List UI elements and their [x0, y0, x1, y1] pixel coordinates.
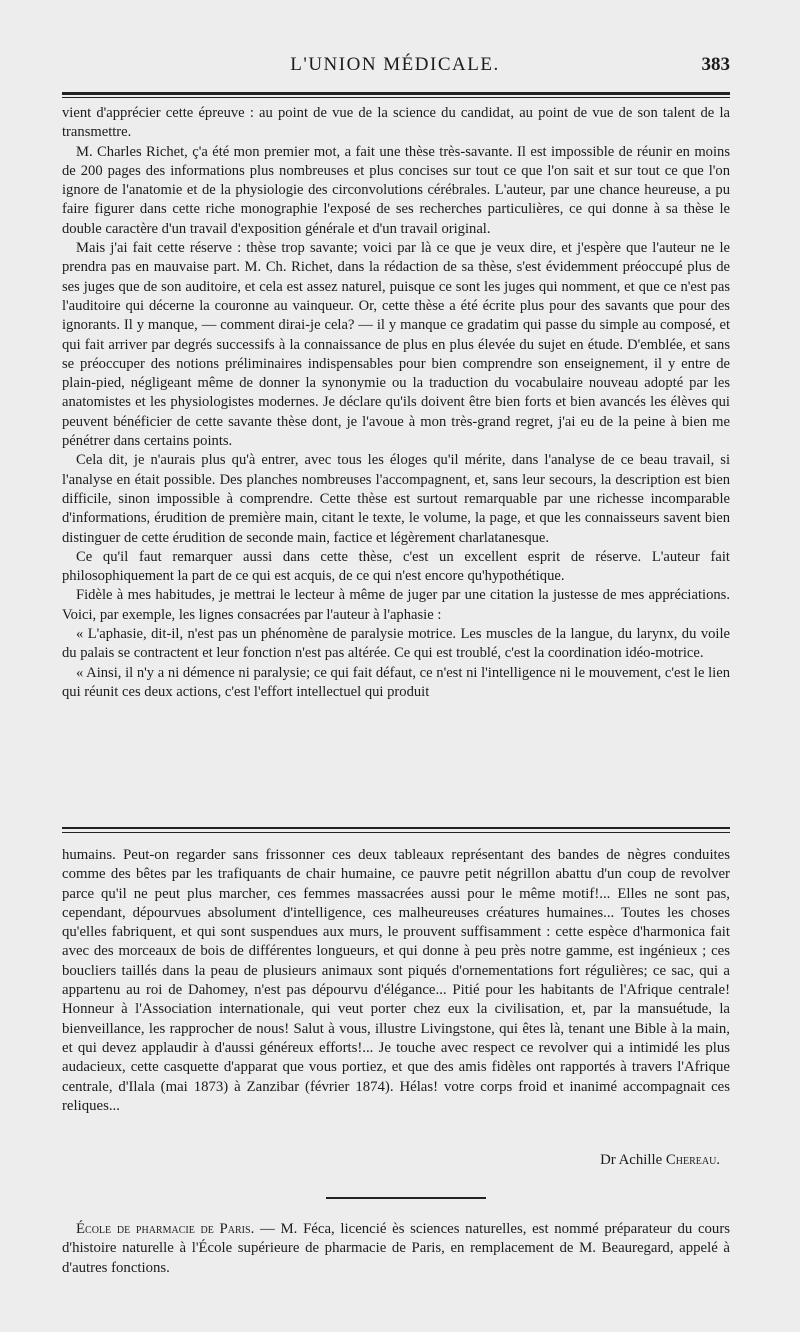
news-paragraph	[62, 1220, 730, 1278]
page-header	[60, 54, 730, 84]
paragraph: Ce qu'il faut remarquer aussi dans cette thèse, c'est un excellent esprit de réserve. L'auteur fait philosophiquement la part de ce qui est acquis, de ce qui n'est encore qu'hypothétique.	[62, 548, 730, 585]
section-rule	[326, 1197, 486, 1199]
article-body	[62, 104, 730, 702]
paragraph: Cela dit, je n'aurais plus qu'à entrer, avec tous les éloges qu'il mérite, dans l'analyse de ce beau travail, si l'analyse en était possible. Des planches nombreuses l'accompagnent, et, sans leur secours, la description est bien difficile, sinon impossible à comprendre. Cette thèse est surtout remarquable par une richesse incomparable d'informations, érudition de première main, citant le texte, le volume, la page, et que les connaisseurs savent bien distinguer de cette érudition de seconde main, factice et légèrement charlatanesque.	[62, 452, 730, 546]
paragraph: Mais j'ai fait cette réserve : thèse trop savante; voici par là ce que je veux dire, et j'espère que l'auteur ne le prendra pas en mauvaise part. M. Ch. Richet, dans la rédaction de sa thèse, s'est évidemment préoccupé plus de ses juges que de son auditoire, et cela est assez naturel, puisque ce sont les juges qui nomment, et que ce n'est pas l'auditoire qui décerne la couronne au vainqueur. Or, cette thèse a été écrite plus pour des savants que pour des ignorants. Il y manque, — comment dirai-je cela? — il y manque ce gradatim qui passe du simple au composé, et qui fait arriver par degrés successifs à la connaissance de plus en plus élevée du sujet en étude. D'emblée, et sans se préoccuper des notions préliminaires indispensables pour bien comprendre son enseignement, il y entre de plain-pied, négligeant même de donner la synonymie ou la traduction du vocabulaire nouveau adopté par les anatomistes et les physiologistes modernes. Je déclare qu'ils doivent être bien forts et bien avancés les élèves qui peuvent bénéficier de cette savante thèse dont, je l'avoue à mon très-grand regret, j'ai eu de la peine à bien me pénétrer dans certains points.	[62, 240, 730, 450]
journal-title: L'UNION MÉDICALE.	[290, 54, 500, 75]
feuilleton-paragraph: humains. Peut-on regarder sans frissonner ces deux tableaux représentant des bandes de nègres conduites comme des bêtes par les trafiquants de chair humaine, ce pauvre petit négrillon abattu d'un coup de revolver parce qu'il ne peut plus marcher, ces femmes massacrées aussi pour le même motif!... Elles ne sont pas, cependant, dépourvues absolument d'intelligence, ces malheureuses créatures humaines... Toutes les choses qu'elles fabriquent, et qui sont suspendues aux murs, le prouvent suffisamment : cette espèce d'harmonica fait avec des morceaux de bois de différentes longueurs, et qui donne à peu près notre gamme, est ingénieux ; ces boucliers taillés dans la peau de plusieurs animaux sont piqués d'ornementations fort régulières; ce sac, qui a appartenu au roi de Dahomey, n'est pas dépourvu d'élégance... Pitié pour les habitants de l'Afrique centrale! Honneur à l'Association internationale, qui veut porter chez eux la civilisation, et, par la mansuétude, la bienveillance, les rapprocher de nous! Salut à vous, illustre Livingstone, qui êtes là, tenant une Bible à la main, et qui devez applaudir à d'aussi généreux efforts!... Je touche avec respect ce revolver qui a intimidé les plus audacieux, cette casquette d'apparat que vous portiez, et que des amis fidèles ont rapportés à travers l'Afrique centrale, d'Ilala (mai 1873) à Zanzibar (février 1874). Hélas! votre corps froid et inanimé accompagnait ces reliques...	[62, 847, 730, 1114]
paragraph: M. Charles Richet, ç'a été mon premier mot, a fait une thèse très-savante. Il est impossible de réunir en moins de 200 pages des informations plus nombreuses et plus concises sur tout ce que l'on sait et sur tout ce que l'on ignore de l'anatomie et de la physiologie des circonvolutions cérébrales. L'auteur, par une chance heureuse, a pu faire figurer dans cette riche monographie l'exposé de ses recherches particulières, ce qui donne à sa thèse le double caractère d'un travail d'exposition générale et d'un travail original.	[62, 143, 730, 237]
news-text: — M. Féca, licencié ès sciences naturelles, est nommé préparateur du cours d'histoire naturelle à l'École supérieure de pharmacie de Paris, en remplacement de M. Beauregard, appelé à d'autres fonctions.	[62, 1221, 731, 1276]
news-lead: École de pharmacie de Paris.	[76, 1221, 255, 1237]
feuilleton-divider	[62, 827, 730, 833]
feuilleton-body	[62, 846, 730, 1116]
paragraph: vient d'apprécier cette épreuve : au point de vue de la science du candidat, au point de vue de son talent de la transmettre.	[62, 105, 730, 141]
signature-name: Chereau.	[665, 1152, 720, 1168]
quote-paragraph: « Ainsi, il n'y a ni démence ni paralysie; ce qui fait défaut, ce n'est ni l'intelligence ni le mouvement, c'est le lien qui réunit ces deux actions, c'est l'effort intellectuel qui produit	[62, 664, 730, 700]
author-signature	[600, 1152, 720, 1169]
paragraph: Fidèle à mes habitudes, je mettrai le lecteur à même de juger par une citation la justesse de mes appréciations. Voici, par exemple, les lignes consacrées par l'auteur à l'aphasie :	[62, 587, 730, 623]
signature-prefix: Dr Achille	[600, 1152, 663, 1168]
news-item	[62, 1220, 730, 1278]
page-number: 383	[701, 54, 730, 75]
quote-paragraph: « L'aphasie, dit-il, n'est pas un phénomène de paralysie motrice. Les muscles de la langue, du larynx, du voile du palais se contractent et leur fonction n'est pas altérée. Ce qui est troublé, c'est la coordination idéo-motrice.	[62, 626, 730, 662]
header-rule	[62, 92, 730, 98]
